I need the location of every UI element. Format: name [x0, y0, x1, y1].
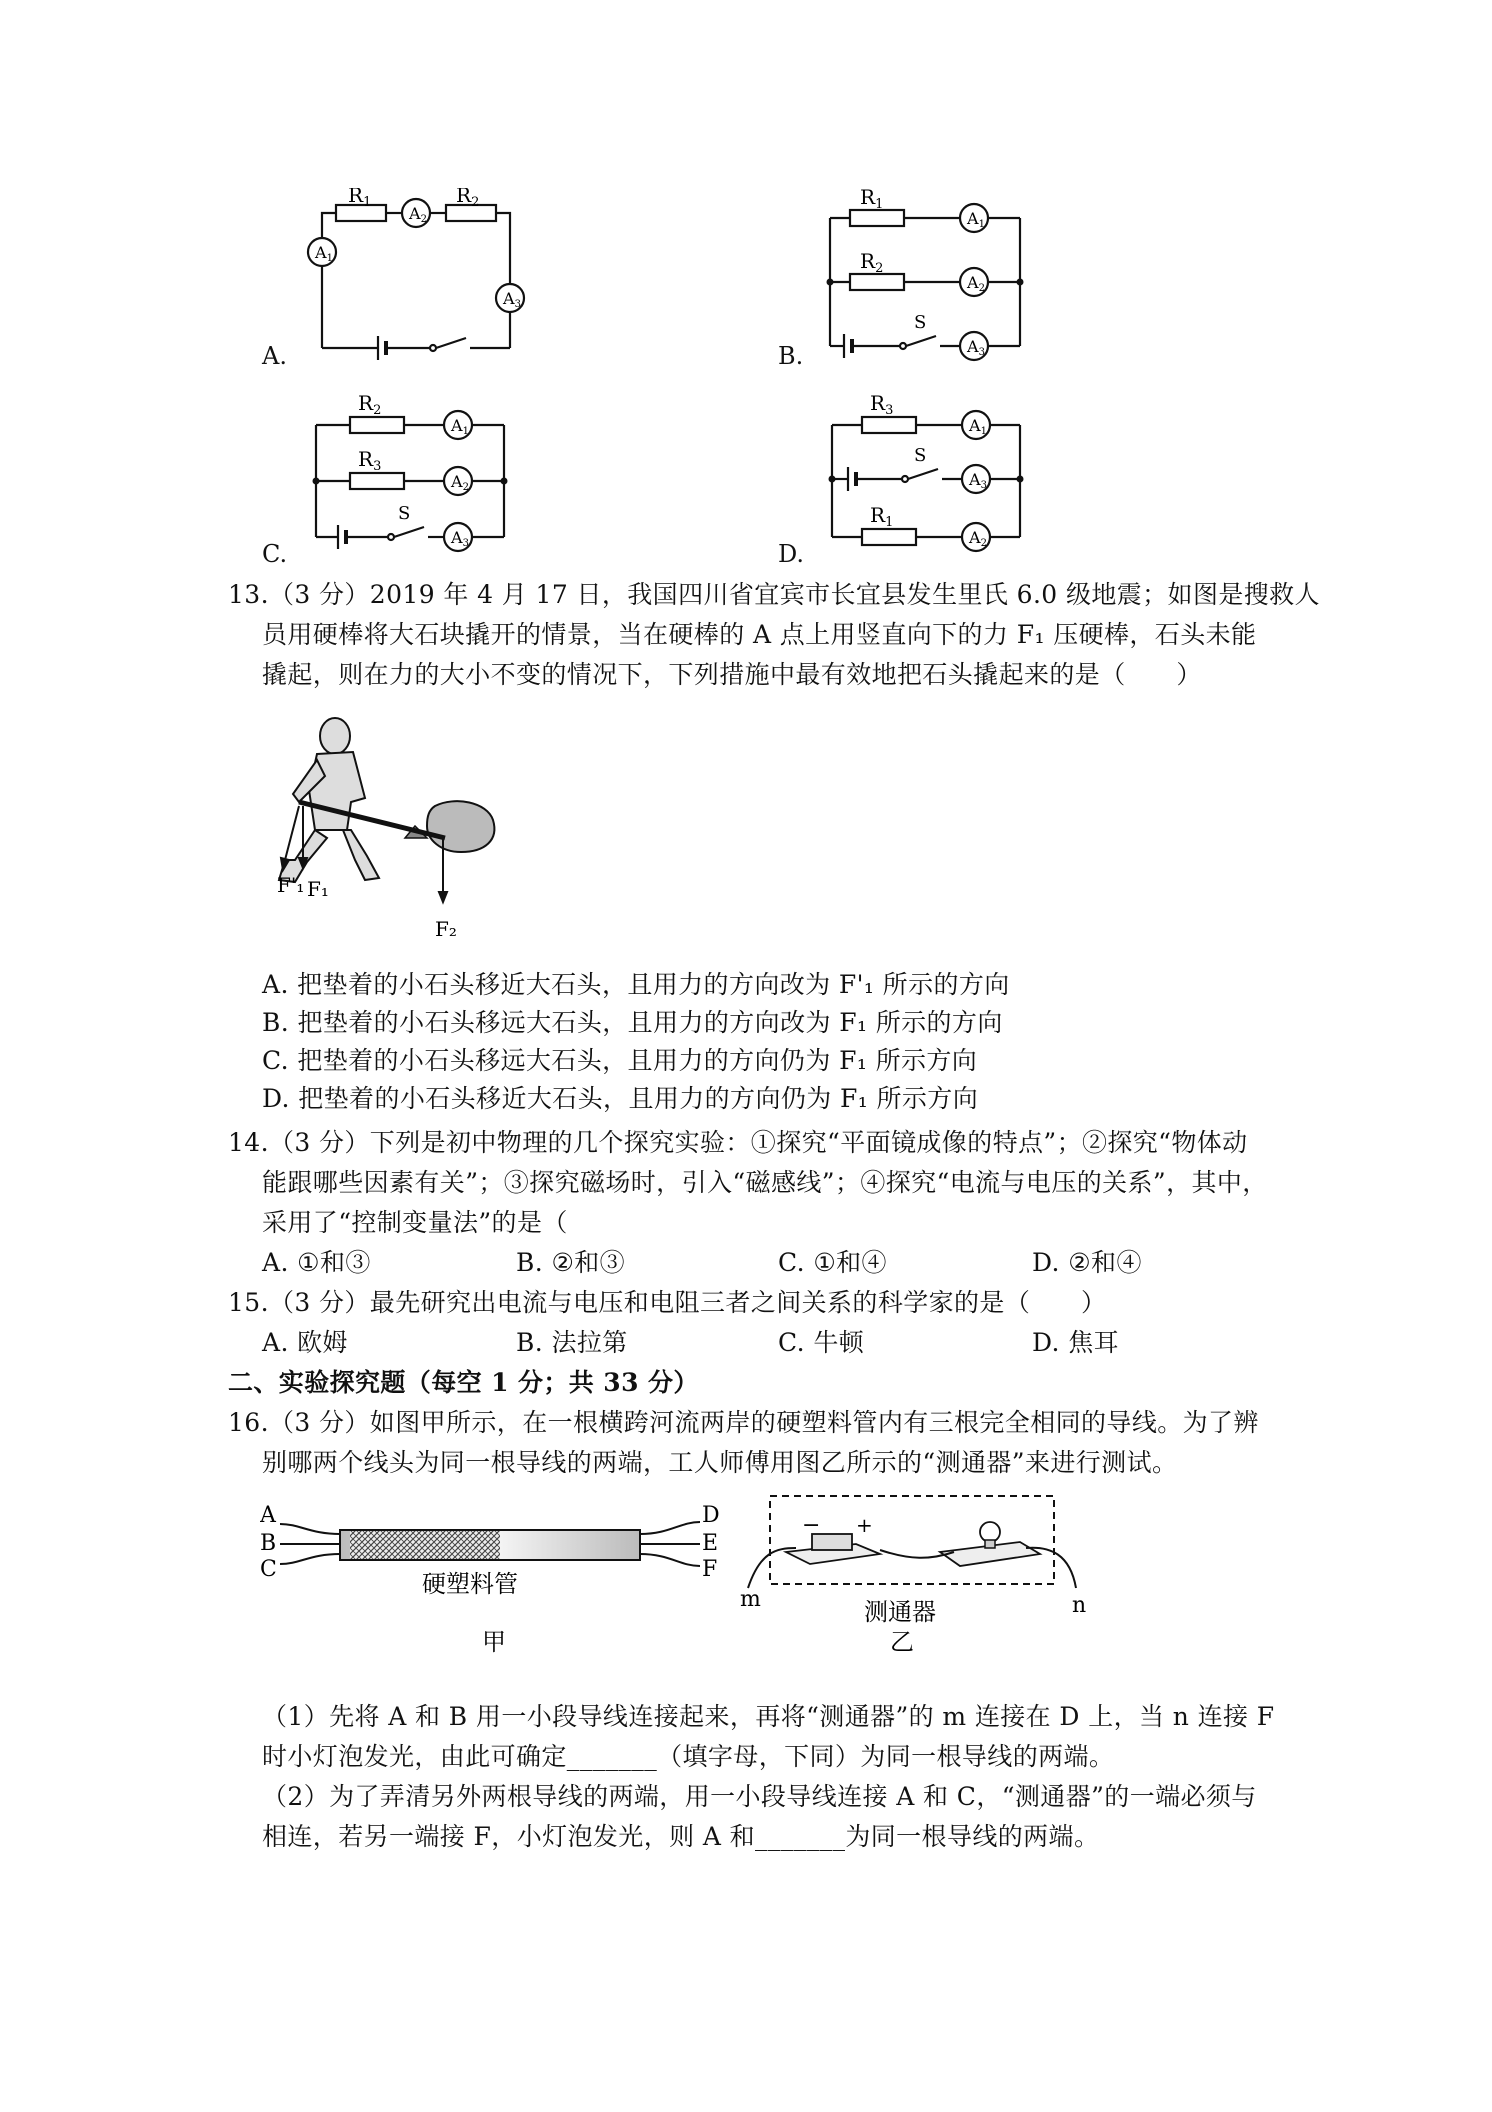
- q12d-r-top: $R_3$: [870, 391, 894, 418]
- q12c-ammeter-top: A1: [451, 416, 469, 437]
- q12a-ammeter-top: A2: [409, 204, 427, 225]
- q12c-ammeter-mid: A2: [451, 472, 469, 493]
- q16-stem-line-2: 别哪两个线头为同一根导线的两端，工人师傅用图乙所示的“测通器”来进行测试。: [262, 1448, 1178, 1477]
- q12b-r-mid: $R_2$: [860, 249, 884, 276]
- q12-option-a-label: A.: [262, 342, 287, 370]
- q16-part-1-line-1: （1）先将 A 和 B 用一小段导线连接起来，再将“测通器”的 m 连接在 D 上，当 n 连接 F: [262, 1702, 1275, 1731]
- q12c-switch: S: [398, 503, 411, 524]
- q16-stem-line-1: 16.（3 分）如图甲所示，在一根横跨河流两岸的硬塑料管内有三根完全相同的导线。为了辨: [228, 1408, 1259, 1437]
- q12d-switch: S: [914, 445, 927, 466]
- q14-option-d: D. ②和④: [1032, 1248, 1142, 1277]
- q13-stem-line-2: 员用硬棒将大石块撬开的情景，当在硬棒的 A 点上用竖直向下的力 F₁ 压硬棒，石头未能: [262, 620, 1257, 649]
- q16-part-2-line-1: （2）为了弄清另外两根导线的两端，用一小段导线连接 A 和 C，“测通器”的一端必须与: [262, 1782, 1257, 1811]
- q12c-r-mid: $R_3$: [358, 447, 382, 474]
- q16-yi-name: 测通器: [864, 1598, 936, 1626]
- q14-stem-line-3: 采用了“控制变量法”的是（: [262, 1208, 568, 1237]
- q13-lever-figure: [255, 710, 505, 950]
- q16-jia-end-c: C: [260, 1557, 277, 1582]
- q14-option-a: A. ①和③: [262, 1248, 371, 1277]
- q12-option-c-label: C.: [262, 540, 288, 568]
- q14-stem-line-2: 能跟哪些因素有关”；③探究磁场时，引入“磁感线”；④探究“电流与电压的关系”，其中，: [262, 1168, 1268, 1197]
- q12c-ammeter-bot: A3: [451, 528, 469, 549]
- q13-option-c: C. 把垫着的小石头移远大石头，且用力的方向仍为 F₁ 所示方向: [262, 1046, 978, 1075]
- q12b-r-top: $R_1$: [860, 186, 884, 212]
- q16-jia-end-e: E: [702, 1531, 719, 1556]
- q12a-r-left: $R_1$: [348, 188, 372, 210]
- q13-label-f1: F₁: [307, 877, 329, 901]
- q12b-switch: S: [914, 312, 927, 333]
- q13-stem-line-1: 13.（3 分）2019 年 4 月 17 日，我国四川省宜宾市长宜县发生里氏 6.0 级地震；如图是搜救人: [228, 580, 1320, 609]
- q13-option-d: D. 把垫着的小石头移近大石头，且用力的方向仍为 F₁ 所示方向: [262, 1084, 979, 1113]
- q12d-ammeter-top: A1: [969, 416, 987, 437]
- q12-option-b-label: B.: [778, 342, 804, 370]
- q12d-r-bot: $R_1$: [870, 503, 894, 530]
- q12d-ammeter-bot: A2: [969, 528, 987, 549]
- q16-jia-end-b: B: [260, 1531, 277, 1556]
- q16-jia-pipe-label: 硬塑料管: [422, 1570, 518, 1598]
- q12b-ammeter-top: A1: [967, 209, 985, 230]
- q13-option-b: B. 把垫着的小石头移远大石头，且用力的方向改为 F₁ 所示的方向: [262, 1008, 1003, 1037]
- q15-option-d: D. 焦耳: [1032, 1328, 1120, 1357]
- q16-yi-end-m: m: [740, 1587, 761, 1612]
- section-2-title: 二、实验探究题（每空 1 分；共 33 分）: [228, 1368, 699, 1397]
- q13-label-f1-prime: F'₁: [277, 873, 305, 897]
- q14-stem-line-1: 14.（3 分）下列是初中物理的几个探究实验：①探究“平面镜成像的特点”；②探究“物体动: [228, 1128, 1248, 1157]
- q12d-ammeter-mid: A3: [969, 470, 987, 491]
- q16-jia-caption: 甲: [482, 1628, 506, 1656]
- q12-circuit-d: [812, 383, 1042, 563]
- q12-circuit-a: [290, 188, 540, 368]
- q12-circuit-c: [296, 385, 526, 565]
- q12-circuit-b: [810, 186, 1040, 366]
- q15-option-b: B. 法拉第: [516, 1328, 628, 1357]
- q16-yi-end-n: n: [1072, 1593, 1087, 1618]
- q16-figure-jia: [260, 1500, 720, 1680]
- q14-option-b: B. ②和③: [516, 1248, 626, 1277]
- q12b-ammeter-mid: A2: [967, 273, 985, 294]
- q16-part-2-line-2: 相连，若另一端接 F，小灯泡发光，则 A 和_______为同一根导线的两端。: [262, 1822, 1100, 1851]
- q16-jia-end-a: A: [260, 1503, 276, 1528]
- q16-jia-end-d: D: [702, 1503, 720, 1528]
- q16-figure-yi: [740, 1488, 1100, 1668]
- q16-yi-caption: 乙: [890, 1628, 914, 1656]
- q12a-r-right: $R_2$: [456, 188, 480, 210]
- q15-stem: 15.（3 分）最先研究出电流与电压和电阻三者之间关系的科学家的是（ ）: [228, 1288, 1107, 1317]
- q16-part-1-line-2: 时小灯泡发光，由此可确定_______（填字母，下同）为同一根导线的两端。: [262, 1742, 1115, 1771]
- q16-jia-end-f: F: [702, 1557, 718, 1582]
- q14-option-c: C. ①和④: [778, 1248, 887, 1277]
- q16-yi-minus: −: [802, 1513, 821, 1538]
- q12a-ammeter-left: A1: [315, 243, 333, 264]
- q12c-r-top: $R_2$: [358, 391, 382, 418]
- q13-stem-line-3: 撬起，则在力的大小不变的情况下，下列措施中最有效地把石头撬起来的是（ ）: [262, 660, 1202, 689]
- q13-label-f2: F₂: [435, 917, 457, 941]
- q12b-ammeter-bot: A3: [967, 337, 985, 358]
- q13-option-a: A. 把垫着的小石头移近大石头，且用力的方向改为 F'₁ 所示的方向: [262, 970, 1010, 999]
- q12a-ammeter-right: A3: [503, 289, 521, 310]
- q12-option-d-label: D.: [778, 540, 805, 568]
- q15-option-a: A. 欧姆: [262, 1328, 348, 1357]
- q15-option-c: C. 牛顿: [778, 1328, 865, 1357]
- q16-yi-plus: +: [856, 1513, 873, 1537]
